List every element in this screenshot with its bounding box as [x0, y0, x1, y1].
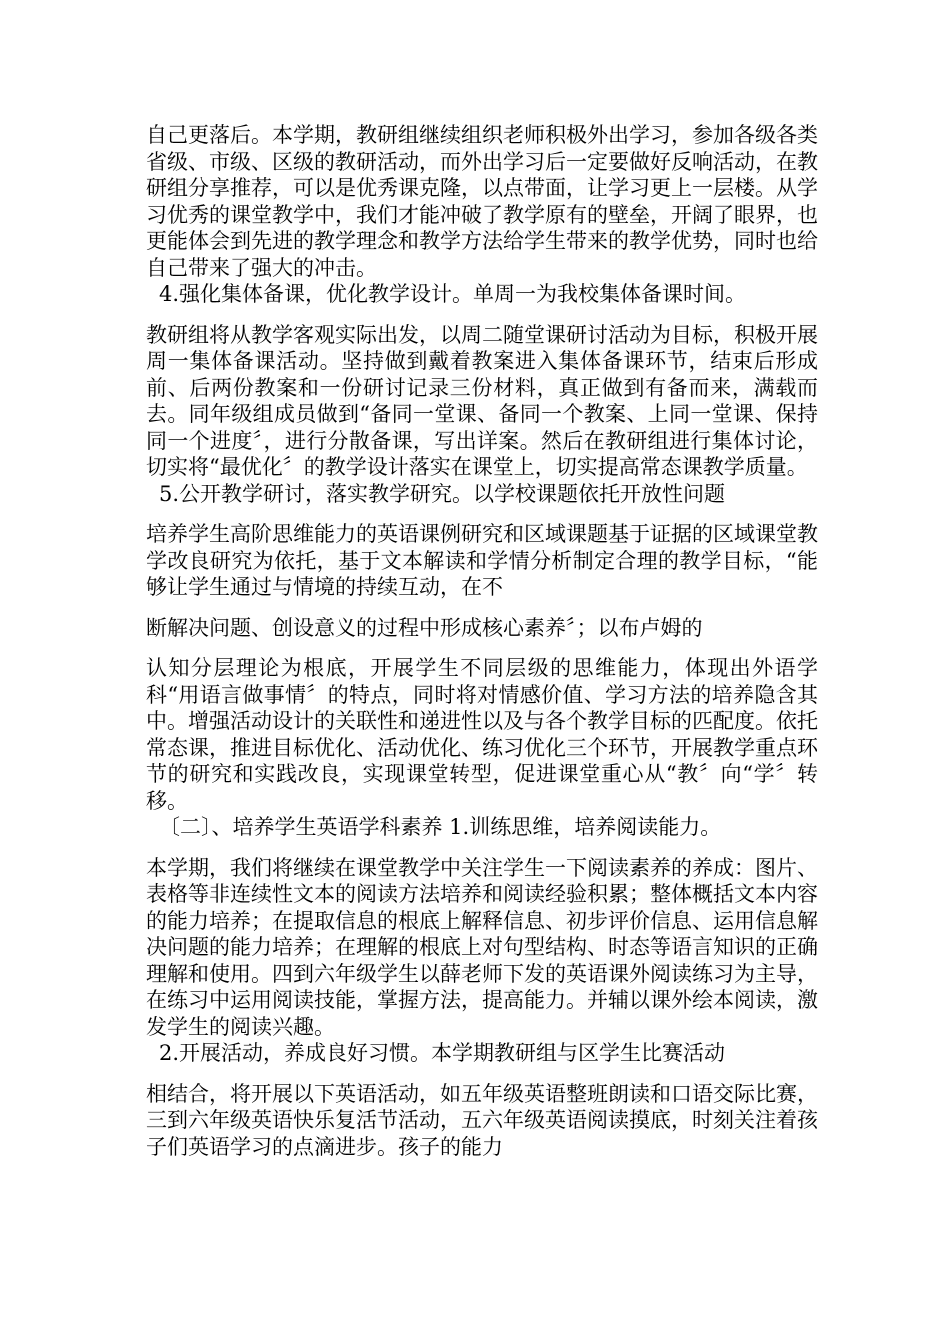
document-body — [146, 122, 818, 1160]
paragraph-bloom-theory: 认知分层理论为根底，开展学生不同层级的思维能力，体现出外语学科“用语言做事情〞的特点，同时将对情感价值、学习方法的培养隐含其中。增强活动设计的关联性和递进性以及与各个教学目标的匹配度。依托常态课，推进目标优化、活动优化、练习优化三个环节，开展教学重点环节的研究和实践改良，实现课堂转型，促进课堂重心从“教〞向“学〞转移。 — [146, 656, 818, 813]
heading-activities-habits: 2.开展活动，养成良好习惯。本学期教研组与区学生比赛活动 — [159, 1041, 726, 1065]
heading-english-literacy: 〔二〕、培养学生英语学科素养 1.训练思维，培养阅读能力。 — [159, 815, 722, 839]
paragraph-collective-lesson-prep: 教研组将从教学客观实际出发，以周二随堂课研讨活动为目标，积极开展周一集体备课活动。坚持做到戴着教案进入集体备课环节，结束后形成前、后两份教案和一份研讨记录三份材料，真正做到有备而来，满载而去。同年级组成员做到“备同一堂课、备同一个教案、上同一堂课、保持同一个进度〞，进行分散备课，写出详案。然后在教研组进行集体讨论，切实将“最优化〞的教学设计落实在课堂上，切实提高常态课教学质量。 — [146, 322, 818, 479]
paragraph-study-outside: 自己更落后。本学期，教研组继续组织老师积极外出学习，参加各级各类省级、市级、区级的教研活动，而外出学习后一定要做好反响活动，在教研组分享推荐，可以是优秀课克隆，以点带面，让学习更上一层楼。从学习优秀的课堂教学中，我们才能冲破了教学原有的壁垒，开阔了眼界，也更能体会到先进的教学理念和教学方法给学生带来的教学优势，同时也给自己带来了强大的冲击。 — [146, 123, 818, 280]
heading-collective-lesson-prep: 4.强化集体备课，优化教学设计。单周一为我校集体备课时间。 — [159, 282, 747, 306]
paragraph-core-literacy: 断解决问题、创设意义的过程中形成核心素养〞；以布卢姆的 — [146, 615, 703, 640]
paragraph-research-basis: 培养学生高阶思维能力的英语课例研究和区域课题基于证据的区域课堂教学改良研究为依托，基于文本解读和学情分析制定合理的教学目标，“能够让学生通过与情境的持续互动，在不 — [146, 522, 818, 599]
heading-open-teaching-research: 5.公开教学研讨，落实教学研究。以学校课题依托开放性问题 — [159, 481, 726, 506]
paragraph-english-activities: 相结合，将开展以下英语活动，如五年级英语整班朗读和口语交际比赛，三到六年级英语快乐复活节活动，五六年级英语阅读摸底，时刻关注着孩子们英语学习的点滴进步。孩子的能力 — [146, 1081, 818, 1159]
paragraph-reading-literacy: 本学期，我们将继续在课堂教学中关注学生一下阅读素养的养成：图片、表格等非连续性文本的阅读方法培养和阅读经验积累；整体概括文本内容的能力培养；在提取信息的根底上解释信息、初步评价信息、运用信息解决问题的能力培养；在理解的根底上对句型结构、时态等语言知识的正确理解和使用。四到六年级学生以薛老师下发的英语课外阅读练习为主导，在练习中运用阅读技能，掌握方法，提高能力。并辅以课外绘本阅读，激发学生的阅读兴趣。 — [146, 855, 818, 1039]
